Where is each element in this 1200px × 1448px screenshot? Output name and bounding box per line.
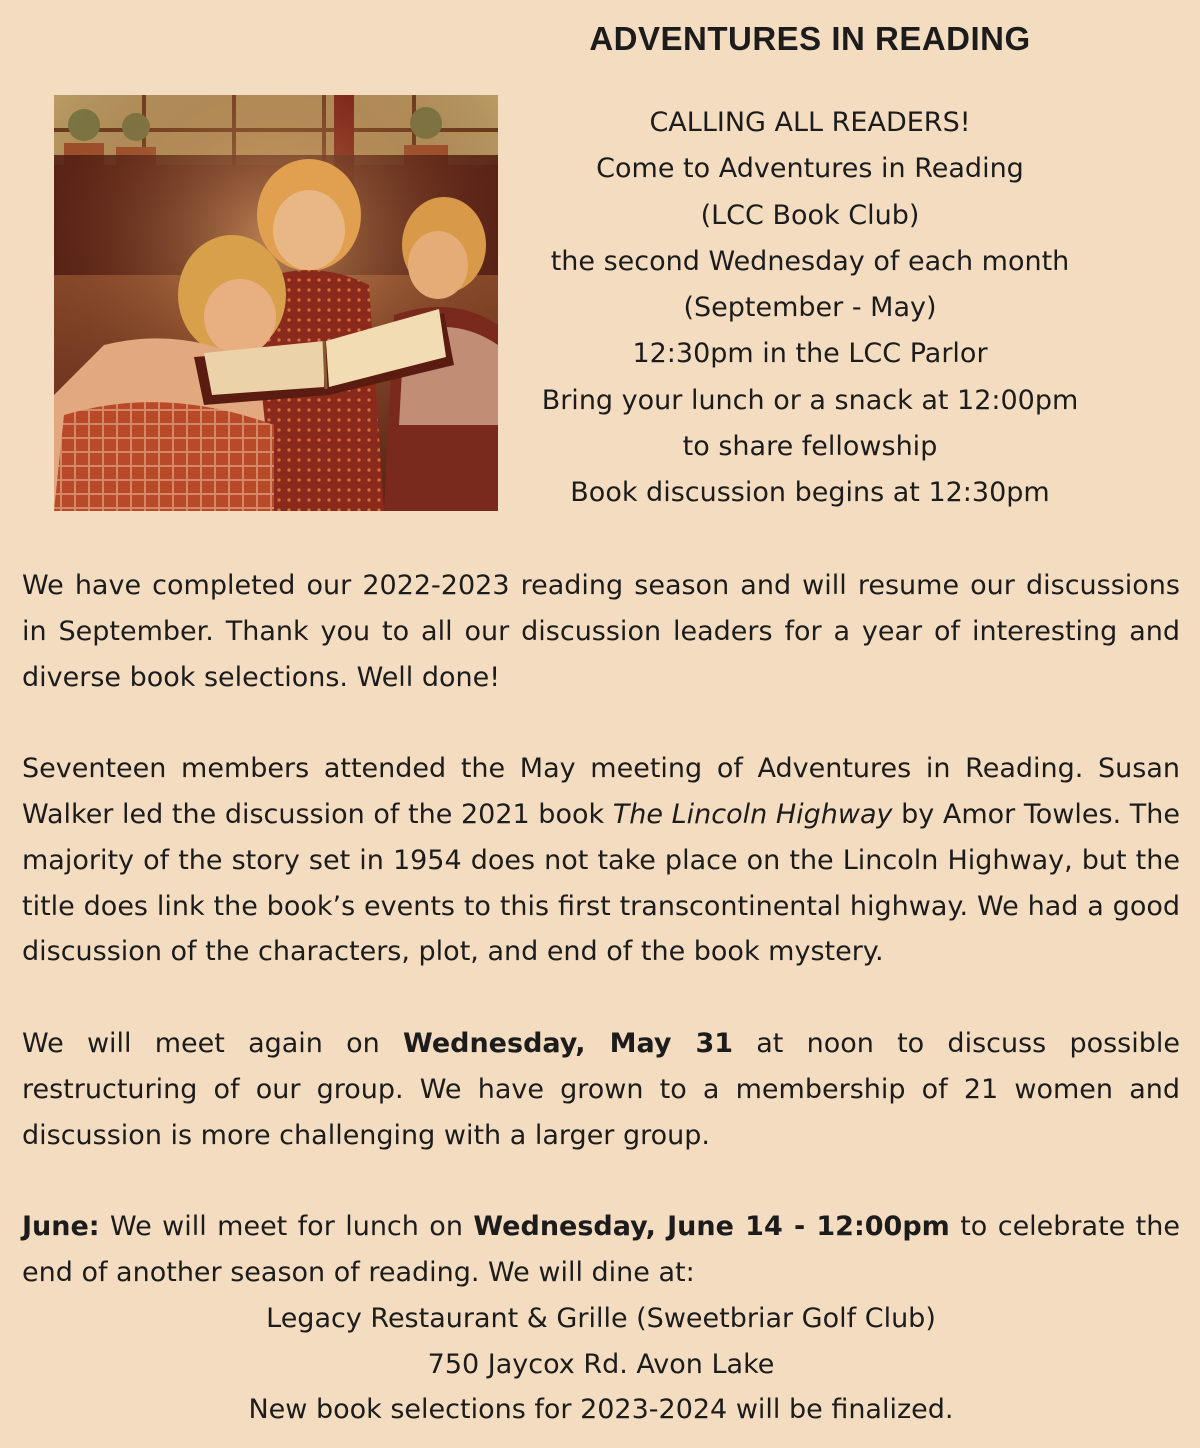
text: We will meet for lunch on [99,1211,474,1243]
paragraph-june-lunch [22,1204,1180,1296]
info-line: Bring your lunch or a snack at 12:00pm [541,384,1079,416]
meeting-date: Wednesday, May 31 [403,1027,734,1059]
text: by Amor Towles. The majority of the story set in 1954 does not take place on the Lincoln Highway, but the title does link the book’s events to this first transcontinental highway. We had a good discussion of the characters, plot, and end of the book mystery. [22,798,1180,968]
info-line: Come to Adventures in Reading [596,153,1024,185]
lunch-date: Wednesday, June 14 - 12:00pm [473,1211,950,1243]
article-body [22,563,1180,1433]
meeting-info [520,100,1100,517]
venue-name: Legacy Restaurant & Grille (Sweetbriar Golf Club) [266,1302,936,1334]
paragraph-may-meeting [22,746,1180,975]
page-title: ADVENTURES IN READING [589,20,1031,57]
info-line: (September - May) [683,292,937,324]
info-line: 12:30pm in the LCC Parlor [632,338,988,370]
info-line: CALLING ALL READERS! [649,107,971,138]
reading-girls-illustration [54,95,498,511]
info-line: the second Wednesday of each month [550,245,1070,277]
text: Seventeen members attended the May meeting of Adventures in Reading. Susan Walker led the discussion of the 2021 book [22,753,1180,830]
paragraph-season-complete: We have completed our 2022-2023 reading season and will resume our discussions in September. Thank you to all our discussion leaders for a year of interesting and diverse book selections. Well done! [22,570,1180,693]
text: at noon to discuss possible restructuring of our group. We have grown to a membership of 21 women and discussion is more challenging with a larger group. [22,1027,1180,1151]
june-label: June: [22,1211,100,1243]
text: to celebrate the end of another season of reading. We will dine at: [22,1211,1180,1288]
book-selection-note: New book selections for 2023-2024 will be finalized. [248,1394,954,1426]
book-title: The Lincoln Highway [612,798,893,830]
info-line: (LCC Book Club) [700,199,920,231]
venue-address: 750 Jaycox Rd. Avon Lake [427,1348,775,1380]
info-line: Book discussion begins at 12:30pm [570,477,1050,509]
text: We will meet again on [22,1027,403,1059]
paragraph-next-meeting [22,1021,1180,1158]
three-girls-reading-book-painting-icon [54,95,498,511]
info-line: to share fellowship [682,431,938,463]
